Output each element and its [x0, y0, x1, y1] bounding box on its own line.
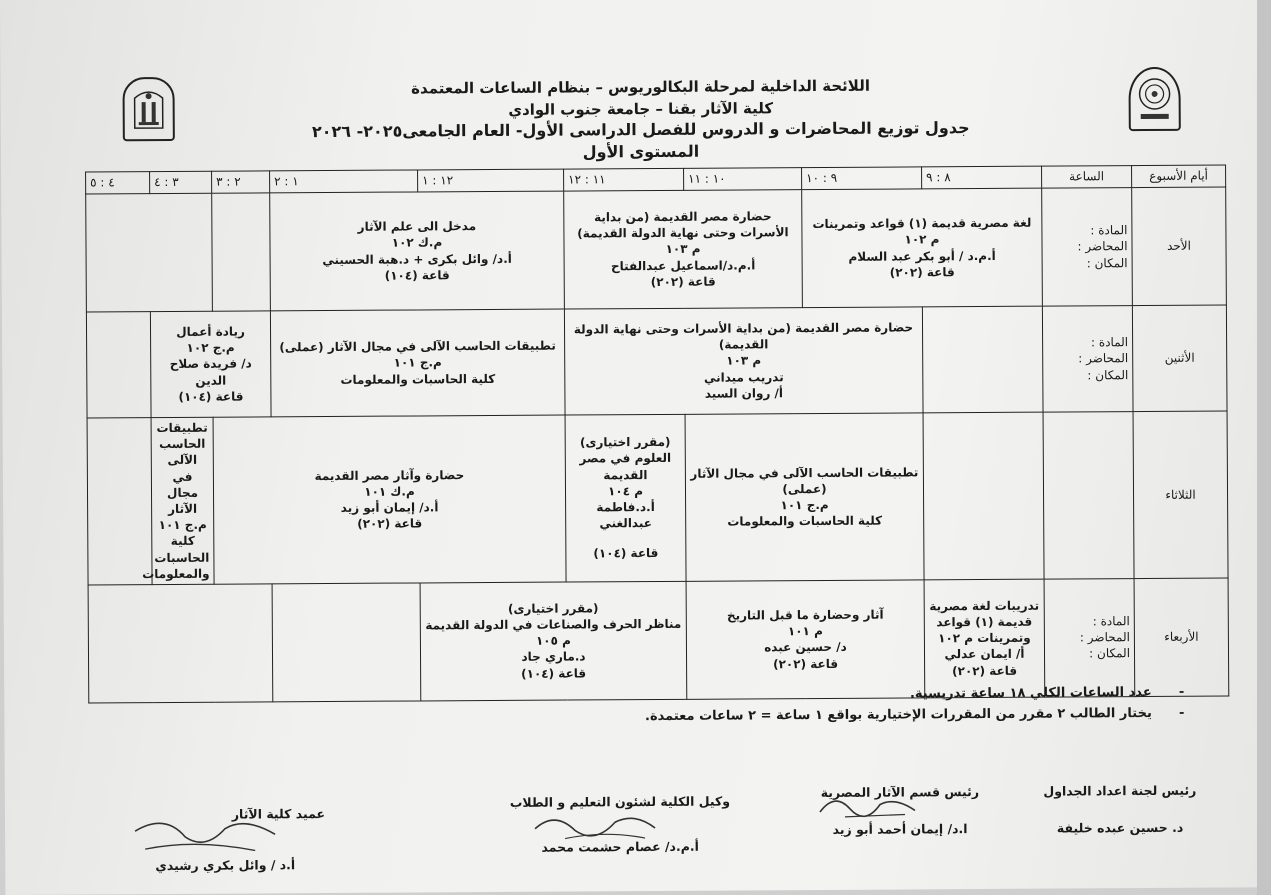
handwritten-signature-dept	[815, 786, 925, 827]
signature-department: رئيس قسم الآثار المصرية ا.د/ إيمان أحمد أبو زيد	[820, 784, 980, 837]
day-tuesday: الثلاثاء	[1133, 411, 1228, 578]
time-slot: ٨ : ٩	[922, 166, 1042, 189]
empty-slot	[923, 412, 1044, 580]
day-monday: الأثنين	[1132, 305, 1227, 412]
signature-vice-dean: وكيل الكلية لشئون التعليم و الطلاب أ.م.د/ عصام حشمت محمد	[509, 793, 731, 855]
time-slot: ٩ : ١٠	[802, 167, 922, 190]
time-slot: ١ : ٢	[270, 170, 418, 193]
time-slot: ٢ : ٣	[212, 171, 270, 193]
wednesday-slot-2: آثار وحضارة ما قبل التاريخ م ١٠١ د/ حسين عبده قاعة (٢٠٢)	[686, 580, 925, 699]
day-sunday: الأحد	[1132, 187, 1227, 306]
empty-slot	[922, 306, 1043, 413]
handwritten-signature-dean	[125, 810, 305, 861]
handwritten-signature-vice-dean	[525, 808, 665, 849]
wednesday-slot-1: تدريبات لغة مصرية قديمة (١) قواعد وتمرينات م ١٠٢ أ/ ايمان عدلي قاعة (٢٠٢)	[924, 579, 1045, 698]
monday-slot-2: تطبيقات الحاسب الآلى في مجال الآثار (عملى) م.ج ١٠١ كلية الحاسبات والمعلومات	[270, 309, 565, 417]
schedule-table	[85, 165, 1229, 704]
note-item: - يختار الطالب ٢ مقرر من المقررات الإختيارية بواقع ١ ساعة = ٢ ساعات معتمدة.	[644, 705, 1185, 725]
tuesday-slot-1: تطبيقات الحاسب الآلى في مجال الآثار (عملى) م.ج ١٠١ كلية الحاسبات والمعلومات	[685, 413, 924, 581]
monday-slot-3: ريادة أعمال م.ج ١٠٢ د/ فريدة صلاح الدين قاعة (١٠٤)	[150, 311, 271, 418]
time-slot: ١١ : ١٢	[564, 168, 684, 191]
tuesday-slot-2: (مقرر اختيارى) العلوم في مصر القديمة م ١٠٤ أ.د.فاطمة عبدالغني قاعة (١٠٤)	[565, 414, 686, 582]
header-regulation: اللائحة الداخلية لمرحلة البكالوريوس – بنظام الساعات المعتمدة	[411, 76, 871, 98]
sunday-slot-2: حضارة مصر القديمة (من بداية الأسرات وحتى نهاية الدولة القديمة) م ١٠٣ أ.م.د/اسماعيل عبدالفتاح قاعة (٢٠٢)	[564, 190, 803, 309]
signature-dean: عميد كلية الآثار أ.د / وائل بكري رشيدي	[155, 806, 326, 874]
wednesday-row	[88, 578, 1229, 703]
row-labels: المادة : المحاضر : المكان :	[1042, 188, 1133, 307]
day-wednesday: الأربعاء	[1134, 578, 1229, 697]
empty-slot	[86, 312, 151, 418]
university-logo-right	[1128, 67, 1180, 131]
sunday-row	[86, 187, 1227, 312]
time-slot: ١٢ : ١	[418, 169, 564, 192]
time-slot: ٣ : ٤	[150, 171, 212, 193]
tuesday-slot-4: تطبيقات الحاسب الآلى في مجال الآثار م.ج ١٠١ كلية الحاسبات والمعلومات	[151, 417, 214, 584]
header-faculty: كلية الآثار بقنا – جامعة جنوب الوادي	[508, 99, 774, 119]
empty-slot	[272, 583, 421, 702]
sunday-slot-1: لغة مصرية قديمة (١) قواعد وتمرينات م ١٠٢ أ.م.د / أبو بكر عبد السلام قاعة (٢٠٢)	[802, 188, 1043, 307]
note-item: - عدد الساعات الكلي ١٨ ساعة تدريسية.	[909, 684, 1185, 702]
university-logo-left	[122, 77, 174, 141]
header-level: المستوى الأول	[582, 141, 700, 162]
row-labels-empty	[1043, 412, 1134, 579]
wednesday-slot-3: (مقرر اختيارى) مناظر الحرف والصناعات في الدولة القديمة م ١٠٥ د.ماري جاد قاعة (١٠٤)	[420, 581, 687, 701]
empty-slot	[88, 584, 273, 703]
time-slot: ١٠ : ١١	[684, 168, 802, 191]
empty-slot	[87, 418, 152, 585]
monday-slot-1: حضارة مصر القديمة (من بداية الأسرات وحتى نهاية الدولة القديمة) م ١٠٣ تدريب ميداني أ/ روان السيد	[564, 307, 923, 415]
day-column-header: أيام الأسبوع	[1132, 165, 1226, 188]
row-labels: المادة : المحاضر : المكان :	[1042, 306, 1133, 413]
sunday-slot-3: مدخل الى علم الآثار م.ك ١٠٢ أ.د/ وائل بكرى + د.هبة الحسيني قاعة (١٠٤)	[270, 191, 565, 311]
faculty-emblem-icon	[129, 84, 169, 134]
tuesday-slot-3: حضارة وآثار مصر القديمة م.ك ١٠١ أ.د/ إيمان أبو زيد قاعة (٢٠٢)	[213, 415, 566, 584]
page-shadow	[1257, 0, 1271, 895]
empty-slot	[212, 193, 271, 311]
row-labels: المادة : المحاضر : المكان :	[1044, 578, 1135, 697]
signature-committee: رئيس لجنة اعداد الجداول د. حسين عبده خليفة	[1043, 782, 1197, 836]
notes-list	[644, 685, 1184, 730]
header-schedule-title: جدول توزيع المحاضرات و الدروس للفصل الدراسى الأول- العام الجامعى٢٠٢٥- ٢٠٢٦	[311, 118, 970, 142]
hour-column-header: الساعة	[1042, 166, 1132, 189]
time-slot: ٤ : ٥	[86, 172, 150, 194]
university-seal-icon	[1134, 74, 1174, 124]
tuesday-row	[87, 411, 1228, 585]
monday-row	[86, 305, 1227, 418]
empty-slot	[86, 193, 213, 312]
